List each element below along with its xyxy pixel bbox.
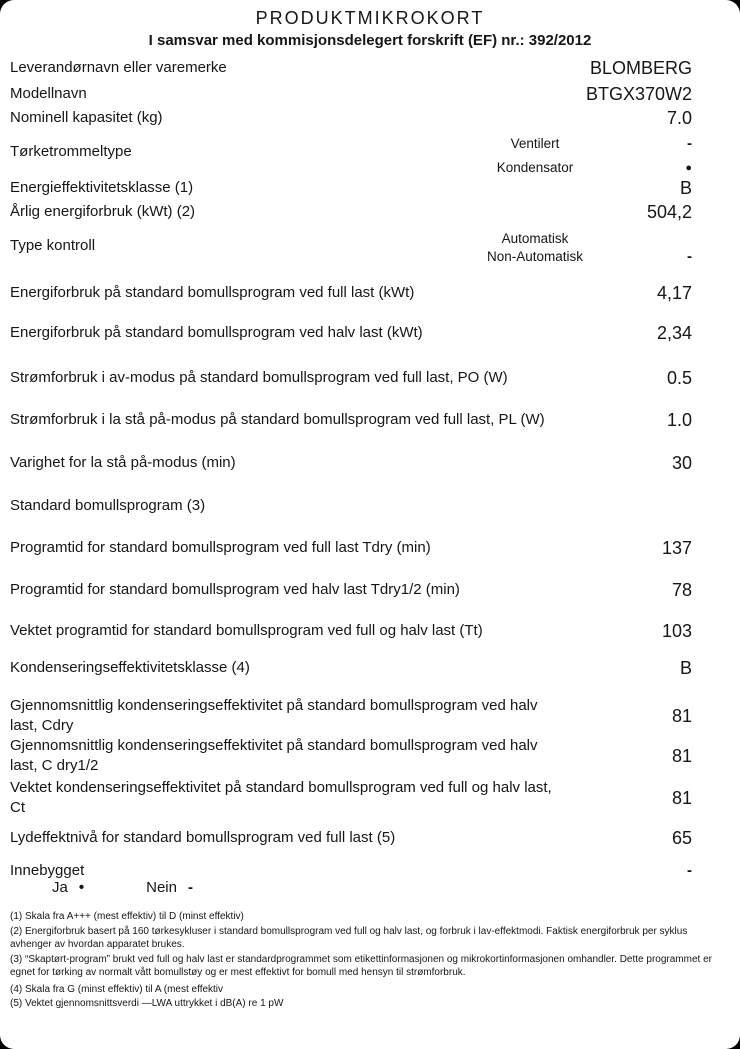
field-label: Modellnavn	[10, 85, 87, 102]
field-label: Leverandørnavn eller varemerke	[10, 59, 227, 76]
field-value: 504,2	[646, 202, 692, 222]
page-title: PRODUKTMIKROKORT	[255, 8, 485, 28]
row-capacity	[10, 108, 692, 128]
row-weighted-time	[10, 621, 692, 641]
field-value: 78	[671, 580, 692, 600]
field-label: Vektet kondenseringseffektivitet på standard bomullsprogram ved full og halv last, Ct	[10, 779, 552, 816]
option-value: ●	[685, 162, 692, 174]
footnote-5: (5) Vektet gjennomsnittsverdi —LWA uttrykket i dB(A) re 1 pW	[10, 998, 284, 1009]
field-label: Gjennomsnittlig kondenseringseffektivitet på standard bomullsprogram ved halv last, Cdry	[10, 697, 538, 734]
footnote-4: (4) Skala fra G (minst effektiv) til A (mest effektiv	[10, 984, 224, 995]
footnote-3: (3) “Skaptørt-program” brukt ved full og halv last er standardprogrammet som etikettinformasjonen og mikrokortinformasjonen omhandler. Dette programmet er egnet for tørking av normalt vått bomullstøy og er mest effektivt for bomull med hensyn til strømforbruk.	[10, 954, 712, 978]
row-power-off-mode	[10, 368, 692, 388]
field-value: 81	[671, 746, 692, 766]
row-energy-full-load	[10, 283, 692, 303]
field-value: 1.0	[666, 410, 692, 430]
field-label: Gjennomsnittlig kondenseringseffektivitet på standard bomullsprogram ved halv last, C dry1/2	[10, 737, 538, 774]
option-label: Kondensator	[496, 160, 574, 175]
option-automatic	[10, 229, 692, 249]
field-value: -	[687, 862, 692, 879]
option-condenser	[10, 158, 692, 178]
field-value: 81	[671, 706, 692, 726]
row-standard-programme	[10, 496, 692, 516]
option-no-label: Nein	[146, 879, 177, 896]
field-label: Energiforbruk på standard bomullsprogram ved halv last (kWt)	[10, 324, 423, 341]
footnote-2: (2) Energiforbruk basert på 160 tørkesykluser i standard bomullsprogram ved full og halv last, og forbruk i lav-effektmodi. Faktisk energiforbruk per syklus avhenger av hvordan apparatet brukes.	[10, 926, 688, 950]
option-label: Non-Automatisk	[486, 249, 584, 264]
row-time-half-load	[10, 580, 692, 600]
built-in-options	[52, 878, 193, 898]
field-label: Innebygget	[10, 862, 85, 879]
field-value: 81	[671, 788, 692, 808]
row-supplier	[10, 58, 692, 78]
row-condensation-cdry-half	[10, 736, 692, 776]
field-label: Kondenseringseffektivitetsklasse (4)	[10, 659, 250, 676]
field-value: 103	[661, 621, 692, 641]
row-energy-half-load	[10, 323, 692, 343]
option-label: Ventilert	[510, 136, 560, 151]
option-value: -	[687, 135, 692, 152]
option-label: Automatisk	[501, 231, 569, 246]
field-label: Strømforbruk i av-modus på standard bomullsprogram ved full last, PO (W)	[10, 369, 508, 386]
option-value: -	[687, 248, 692, 265]
row-condensation-class	[10, 658, 692, 678]
field-value: 0.5	[666, 368, 692, 388]
field-value: BTGX370W2	[585, 84, 692, 104]
field-label: Programtid for standard bomullsprogram ved halv last Tdry1/2 (min)	[10, 581, 460, 598]
field-label: Strømforbruk i la stå på-modus på standard bomullsprogram ved full last, PL (W)	[10, 411, 545, 428]
field-value: 30	[671, 453, 692, 473]
field-label: Årlig energiforbruk (kWt) (2)	[10, 203, 196, 220]
field-label: Varighet for la stå på-modus (min)	[10, 454, 236, 471]
option-non-automatic	[10, 247, 692, 267]
row-energy-class	[10, 178, 692, 198]
row-control-type-label: Type kontroll	[10, 237, 96, 254]
field-value: 65	[671, 828, 692, 848]
field-value: B	[679, 178, 692, 198]
field-label: Energieffektivitetsklasse (1)	[10, 179, 194, 196]
row-dryer-type-label: Tørketrommeltype	[10, 143, 132, 160]
field-label: Programtid for standard bomullsprogram ved full last Tdry (min)	[10, 539, 431, 556]
row-condensation-ct	[10, 778, 692, 818]
footnote-1: (1) Skala fra A+++ (mest effektiv) til D (minst effektiv)	[10, 911, 244, 922]
option-yes-mark: •	[78, 879, 85, 896]
row-sound-level	[10, 828, 692, 848]
row-time-full-load	[10, 538, 692, 558]
row-condensation-cdry	[10, 696, 692, 736]
row-power-left-on-mode	[10, 400, 692, 440]
field-label: Lydeffektnivå for standard bomullsprogram ved full last (5)	[10, 829, 396, 846]
option-no-mark: -	[187, 879, 193, 896]
option-vented	[10, 134, 692, 154]
field-value: BLOMBERG	[589, 58, 692, 78]
field-value: 2,34	[656, 323, 692, 343]
field-value: 7.0	[666, 108, 692, 128]
row-annual-energy	[10, 202, 692, 222]
field-value: 4,17	[656, 283, 692, 303]
field-label: Energiforbruk på standard bomullsprogram ved full last (kWt)	[10, 284, 415, 301]
row-model	[10, 84, 692, 104]
field-label: Standard bomullsprogram (3)	[10, 497, 206, 514]
page-subtitle: I samsvar med kommisjonsdelegert forskrift (EF) nr.: 392/2012	[148, 32, 592, 49]
field-value: 137	[661, 538, 692, 558]
field-label: Vektet programtid for standard bomullsprogram ved full og halv last (Tt)	[10, 622, 483, 639]
option-yes-label: Ja	[52, 879, 68, 896]
row-left-on-duration	[10, 453, 692, 473]
field-value: B	[679, 658, 692, 678]
field-label: Nominell kapasitet (kg)	[10, 109, 163, 126]
